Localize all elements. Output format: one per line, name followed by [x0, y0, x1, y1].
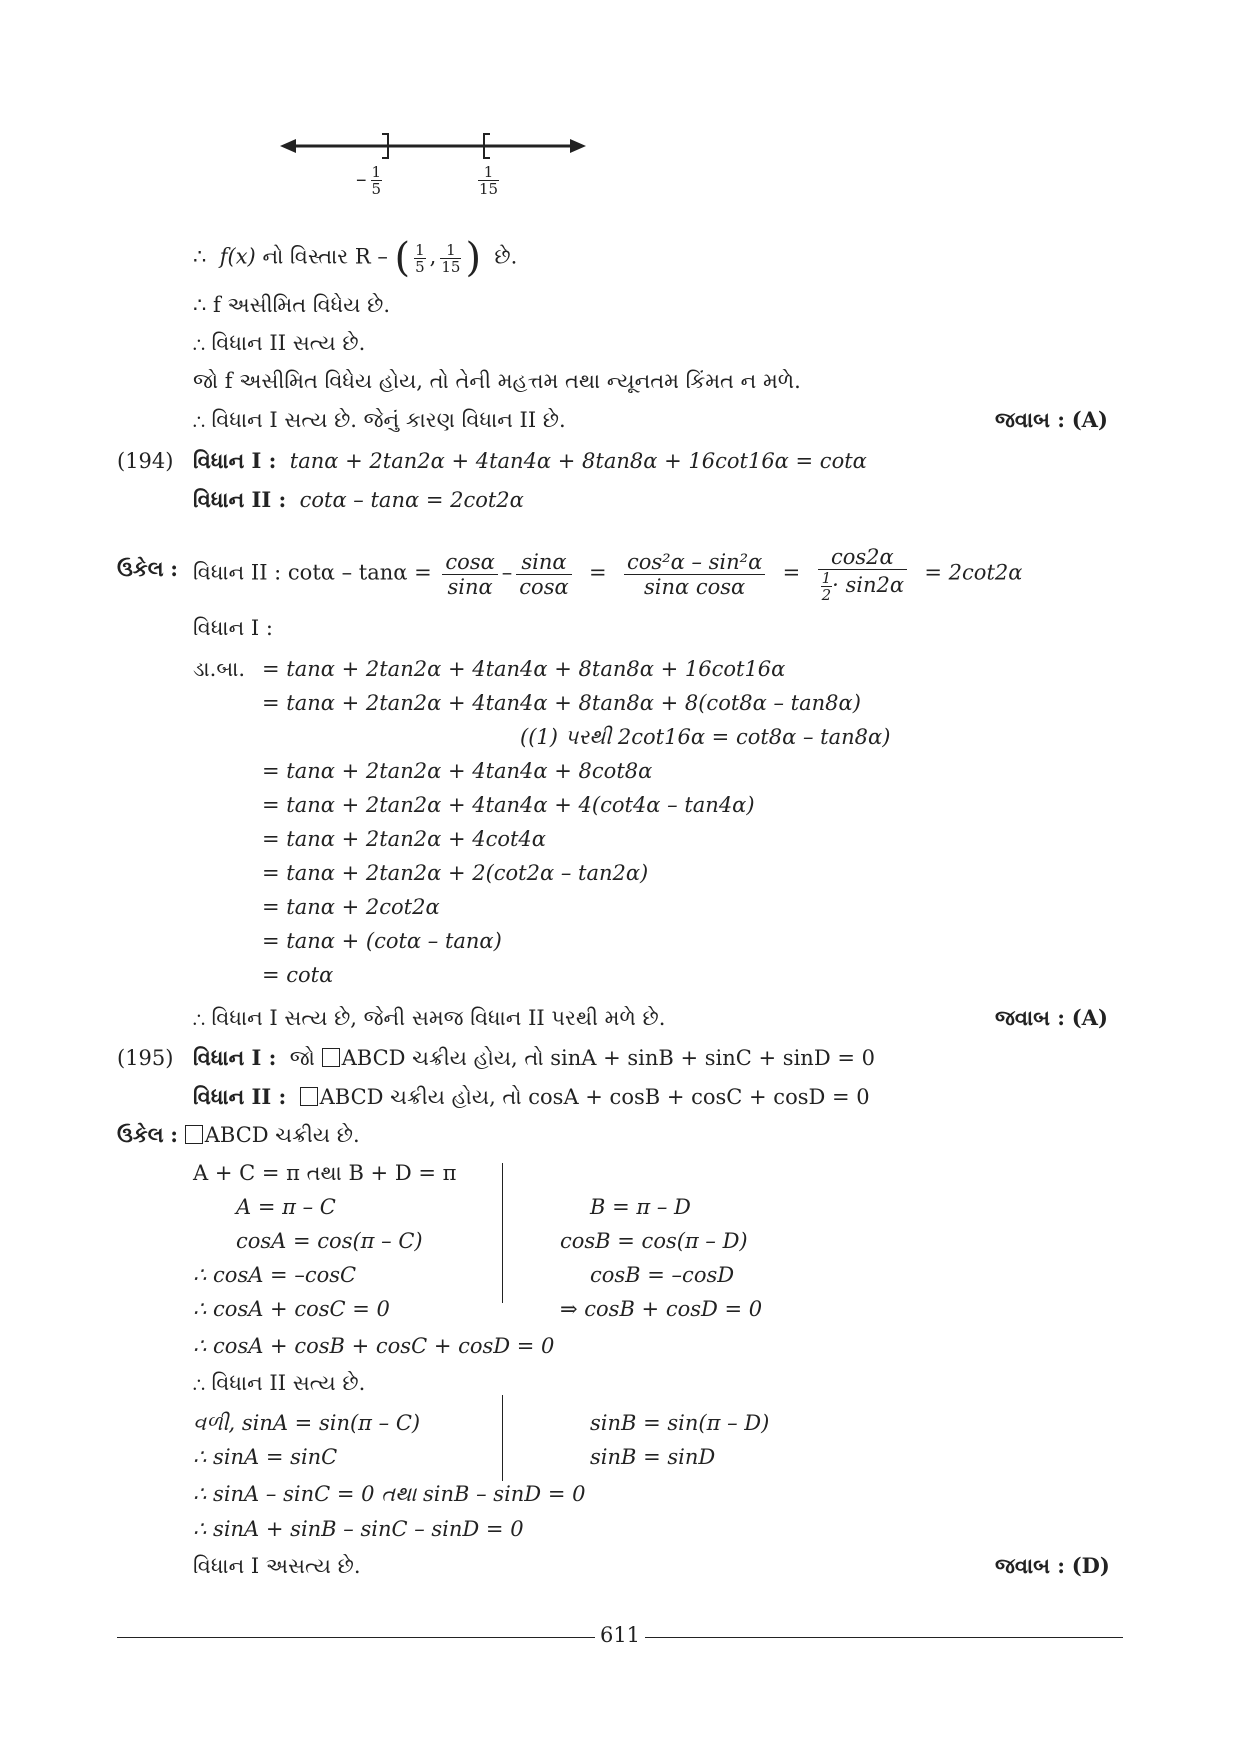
q195-right2-a: sinB = sin(π – D): [590, 1411, 770, 1435]
divider-2: [502, 1395, 503, 1481]
q195-right1-c: cosB = –cosD: [590, 1263, 735, 1287]
q195-right2-b: sinB = sinD: [590, 1445, 716, 1469]
q194-statement1-heading: વિધાન I :: [193, 616, 273, 640]
q195-left2-b: ∴ sinA = sinC: [193, 1445, 338, 1469]
q195-statement1-false: વિધાન I અસત્ય છે.: [193, 1554, 361, 1578]
q195-left1-d: ∴ cosA + cosC = 0: [193, 1297, 390, 1321]
divider-1: [502, 1163, 503, 1303]
q194-step-7: = tanα + 2cot2α: [262, 895, 440, 919]
q195-sin-sum: ∴ sinA + sinB – sinC – sinD = 0: [193, 1517, 524, 1541]
q194-statement2: વિધાન II : cotα – tanα = 2cot2α: [193, 487, 524, 512]
q194-step-9: = cotα: [262, 963, 334, 987]
square-icon: [300, 1087, 318, 1106]
number-line: [280, 120, 590, 210]
q195-angle-sums: A + C = π તથા B + D = π: [193, 1161, 457, 1185]
q194-step-1: = tanα + 2tan2α + 4tan4α + 8tan8α + 16cot16α: [262, 657, 786, 681]
page-number: 611: [599, 1623, 641, 1647]
q194-solution-line: વિધાન II : cotα – tanα = $\frac{\cos\alpha}{\sin\alpha}$ – $\frac{\sin\alpha}{\cos\alpha}$ = $\frac{\text{cos²α – sin²α}}{\text{sinα cosα}}$ = cos2α $\frac{1}{2}$ · sin2α = 2cot2α: [193, 545, 1023, 604]
q195-statement2: વિધાન II : ABCD ચક્રીય હોય, તો cosA + cosB + cosC + cosD = 0: [193, 1084, 870, 1109]
q195-right1-d: ⇒ cosB + cosD = 0: [560, 1297, 763, 1321]
reason-line: ∴ વિધાન I સત્ય છે. જેનું કારણ વિધાન II છે.: [193, 408, 566, 432]
q195-cos-sum: ∴ cosA + cosB + cosC + cosD = 0: [193, 1334, 555, 1358]
q195-right1-b: cosB = cos(π – D): [560, 1229, 748, 1253]
q195-left1-c: ∴ cosA = –cosC: [193, 1263, 357, 1287]
number-line-right-label: $\frac{1}{15}$: [479, 163, 499, 198]
max-min-line: જો f અસીમિત વિધેય હોય, તો તેની મહત્તમ તથા ન્યૂનતમ કિંમત ન મળે.: [193, 369, 801, 393]
q195-statement2-true: ∴ વિધાન II સત્ય છે.: [193, 1371, 366, 1395]
unbounded-line: ∴ f અસીમિત વિધેય છે.: [193, 293, 391, 317]
q195-solution: ઉકેલ : ABCD ચક્રીય છે.: [117, 1122, 360, 1147]
q194-step-2: = tanα + 2tan2α + 4tan4α + 8tan8α + 8(cot8α – tan8α): [262, 691, 861, 715]
q195-left2-a: વળી, sinA = sin(π – C): [193, 1411, 421, 1435]
footer-rule-left: [117, 1637, 595, 1638]
q195-right1-a: B = π – D: [590, 1195, 691, 1219]
square-icon: [185, 1125, 203, 1144]
square-icon: [322, 1048, 340, 1067]
q194-step-4: = tanα + 2tan2α + 4tan4α + 4(cot4α – tan4α): [262, 793, 755, 817]
q195-statement1: વિધાન I : જો ABCD ચક્રીય હોય, તો sinA + sinB + sinC + sinD = 0: [193, 1045, 875, 1070]
answer-d: જવાબ : (D): [995, 1553, 1110, 1578]
q194-step-3: = tanα + 2tan2α + 4tan4α + 8cot8α: [262, 759, 653, 783]
q194-lhs-label: ડા.બા.: [193, 657, 246, 681]
q194-solution-label: ઉકેલ :: [117, 556, 179, 581]
q195-left1-a: A = π – C: [236, 1195, 336, 1219]
range-statement: ∴ f(x) નો વિસ્તાર R – ( $\frac{1}{5}$ , $\frac{1}{15}$ ) છે.: [193, 235, 518, 281]
q194-step-8: = tanα + (cotα – tanα): [262, 929, 502, 953]
answer-a-1: જવાબ : (A): [995, 407, 1108, 432]
q194-conclusion: ∴ વિધાન I સત્ય છે, જેની સમજ વિધાન II પરથી મળે છે.: [193, 1006, 666, 1030]
q195-number: (195): [117, 1046, 174, 1070]
q195-left1-b: cosA = cos(π – C): [236, 1229, 423, 1253]
statement2-true-line: ∴ વિધાન II સત્ય છે.: [193, 331, 366, 355]
q194-statement1: વિધાન I : tanα + 2tan2α + 4tan4α + 8tan8α + 16cot16α = cotα: [193, 448, 867, 473]
answer-a-2: જવાબ : (A): [995, 1005, 1108, 1030]
q194-step-6: = tanα + 2tan2α + 2(cot2α – tan2α): [262, 861, 649, 885]
q195-sin-diff: ∴ sinA – sinC = 0 તથા sinB – sinD = 0: [193, 1482, 586, 1506]
q194-step-note: ((1) પરથી 2cot16α = cot8α – tan8α): [520, 725, 891, 749]
number-line-left-label: – $\frac{1}{5}$: [356, 163, 382, 198]
q194-number: (194): [117, 449, 174, 473]
q194-step-5: = tanα + 2tan2α + 4cot4α: [262, 827, 546, 851]
footer-rule-right: [645, 1637, 1123, 1638]
